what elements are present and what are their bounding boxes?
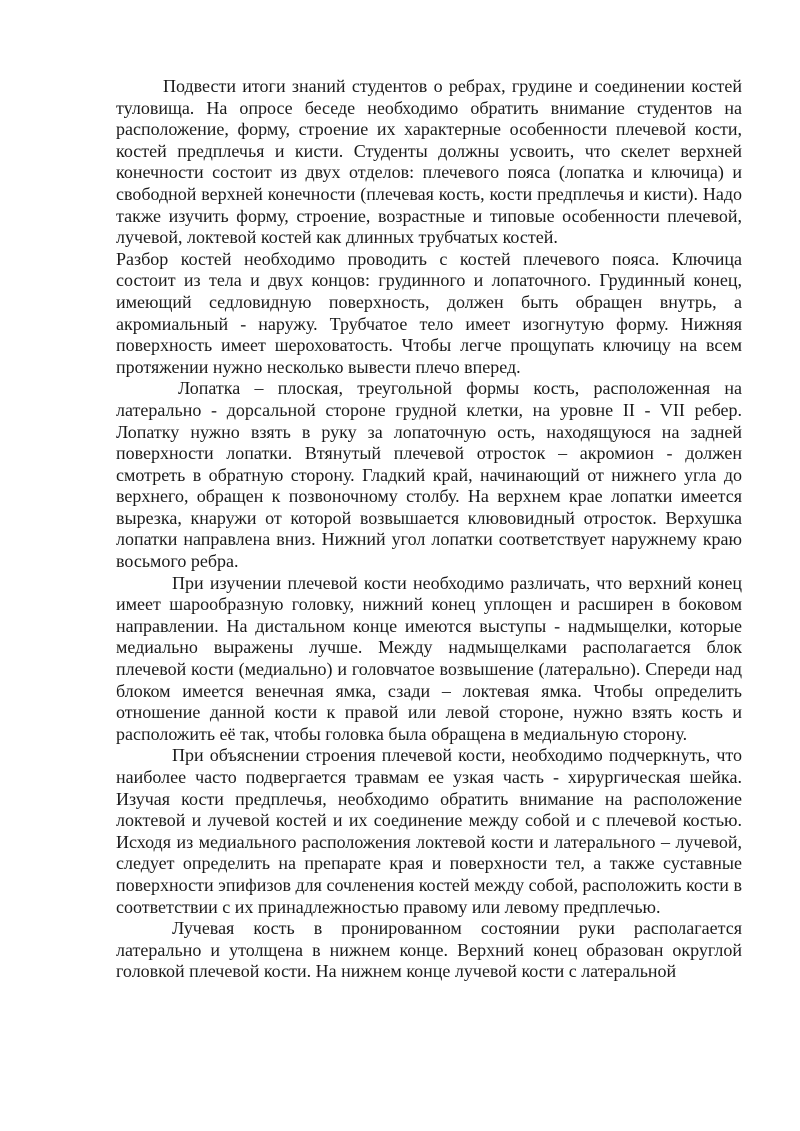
paragraph-shoulder-girdle: Разбор костей необходимо проводить с костей плечевого пояса. Ключица состоит из тела и двух концов: грудинного и лопаточного. Грудинный конец, имеющий седловидную поверхность, должен быть обращен внутрь, а акромиальный - наружу. Трубчатое тело имеет изогнутую форму. Нижняя поверхность имеет шероховатость. Чтобы легче прощупать ключицу на всем протяжении нужно несколько вывести плечо вперед. — [116, 248, 742, 377]
paragraph-humerus: При изучении плечевой кости необходимо различать, что верхний конец имеет шарообразную головку, нижний конец уплощен и расширен в боковом направлении. На дистальном конце имеются выступы - надмыщелки, которые медиально выражены лучше. Между надмыщелками располагается блок плечевой кости (медиально) и головчатое возвышение (латерально). Спереди над блоком имеется венечная ямка, сзади – локтевая ямка. Чтобы определить отношение данной кости к правой или левой стороне, нужно взять кость и расположить её так, чтобы головка была обращена в медиальную сторону. — [116, 572, 742, 744]
paragraph-intro: Подвести итоги знаний студентов о ребрах, грудине и соединении костей туловища. На опросе беседе необходимо обратить внимание студентов на расположение, форму, строение их характерные особенности плечевой кости, костей предплечья и кисти. Студенты должны усвоить, что скелет верхней конечности состоит из двух отделов: плечевого пояса (лопатка и ключица) и свободной верхней конечности (плечевая кость, кости предплечья и кисти). Надо также изучить форму, строение, возрастные и типовые особенности плечевой, лучевой, локтевой костей как длинных трубчатых костей. — [116, 76, 742, 248]
paragraph-forearm: При объяснении строения плечевой кости, необходимо подчеркнуть, что наиболее часто подвергается травмам ее узкая часть - хирургическая шейка. Изучая кости предплечья, необходимо обратить внимание на расположение локтевой и лучевой костей и их соединение между собой и с плечевой костью. Исходя из медиального расположения локтевой кости и латерального – лучевой, следует определить на препарате края и поверхности тел, а также суставные поверхности эпифизов для сочленения костей между собой, расположить кости в соответствии с их принадлежностью правому или левому предплечью. — [116, 745, 742, 917]
paragraph-scapula: Лопатка – плоская, треугольной формы кость, расположенная на латерально - дорсальной стороне грудной клетки, на уровне II - VII ребер. Лопатку нужно взять в руку за лопаточную ость, находящуюся на задней поверхности лопатки. Втянутый плечевой отросток – акромион - должен смотреть в обратную сторону. Гладкий край, начинающий от нижнего угла до верхнего, обращен к позвоночному столбу. На верхнем крае лопатки имеется вырезка, кнаружи от которой возвышается клювовидный отросток. Верхушка лопатки направлена вниз. Нижний угол лопатки соответствует наружнему краю восьмого ребра. — [116, 378, 742, 572]
paragraph-radius: Лучевая кость в пронированном состоянии руки располагается латерально и утолщена в нижнем конце. Верхний конец образован округлой головкой плечевой кости. На нижнем конце лучевой кости с латеральной — [116, 918, 742, 982]
